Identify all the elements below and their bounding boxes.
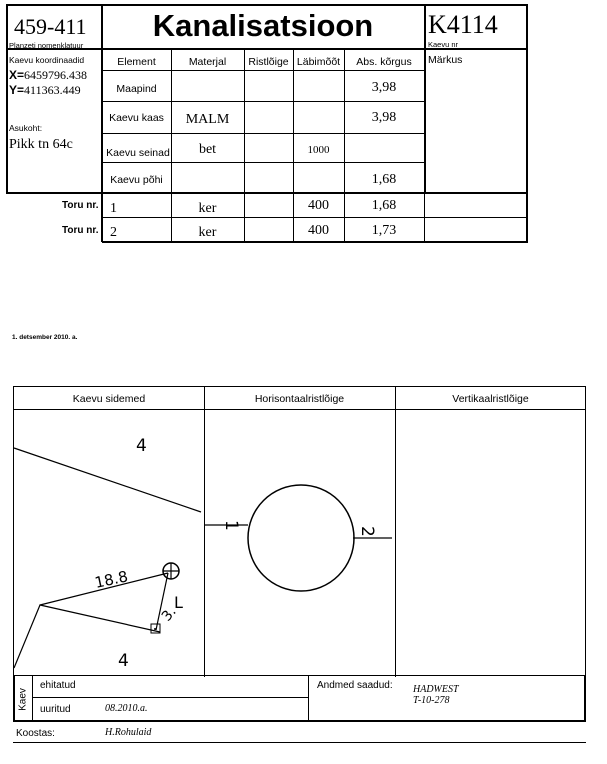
pipe-label: Toru nr. [62,200,99,211]
row-materjal: bet [198,142,217,157]
pipe-materjal: ker [198,225,217,240]
pipe-korgus: 1,73 [371,223,397,238]
location-value: Pikk tn 64c [9,137,73,152]
pipe-korgus: 1,68 [371,198,397,213]
col-header-ristloige: Ristlõige [248,56,289,68]
pipe-nr: 2 [110,225,117,240]
pipe-label: Toru nr. [62,225,99,236]
nomenclature-caption: Planzeti nomenklatuur [9,41,84,50]
pipe-labimoot: 400 [308,223,329,238]
hand-distance-1: 18.8 [93,567,130,592]
pipe-labimoot: 400 [308,198,329,213]
row-materjal: MALM [185,112,230,127]
row-element: Kaevu kaas [109,112,164,124]
data-source-value-1: HADWEST [413,684,459,695]
page-title: Kanalisatsioon [152,8,374,43]
row-korgus: 3,98 [371,80,397,95]
hand-distance-2: L [174,593,183,612]
col-header-markus: Märkus [428,54,463,66]
row-element: Maapind [116,83,157,95]
composer-label: Koostas: [16,728,55,739]
col-header-materjal: Materjal [188,56,227,68]
well-number: K4114 [428,10,498,39]
pipe-materjal: ker [198,201,217,216]
x-value: 6459796.438 [24,68,88,82]
data-source-value-2: T-10-278 [413,695,450,706]
y-label: Y= [9,83,25,97]
pipe-nr: 1 [110,201,117,216]
row-labimoot: 1000 [307,144,330,156]
col-title-vertikaal: Vertikaalristlõige [452,393,529,405]
x-label: X= [9,68,25,82]
row-element: Kaevu seinad [106,147,170,159]
pipe-label-right: 2 [357,526,377,537]
data-source-label: Andmed saadud: [317,680,393,691]
composer-value: H.Rohulaid [105,727,152,738]
col-title-sidemed: Kaevu sidemed [72,393,146,405]
composer-row [13,722,586,744]
col-header-korgus: Abs. kõrgus [356,56,412,68]
surveyed-label: uuritud [40,704,71,715]
date-line: 1. detsember 2010. a. [12,334,78,341]
col-header-labimoot: Läbimõõt [296,56,341,68]
row-element: Kaevu põhi [110,174,163,186]
y-value: 411363.449 [24,83,81,97]
hand-label-top: 4 [136,436,147,456]
side-label-kaev: Kaev [17,688,29,711]
well-number-caption: Kaevu nr [428,40,459,49]
surveyed-value: 08.2010.a. [105,703,148,714]
built-label: ehitatud [40,680,76,691]
well-cross-section [248,485,354,591]
col-header-element: Element [117,56,156,68]
coords-label: Kaevu koordinaadid [9,55,85,65]
row-korgus: 3,98 [371,110,397,125]
footer-form [13,676,586,722]
col-title-horisontaal: Horisontaalristlõige [254,393,345,405]
pipe-label-left: 1 [221,520,241,531]
hand-distance-3: 3. [158,604,180,625]
well-symbol-icon [163,563,179,579]
nomenclature-code: 459-411 [14,14,87,39]
row-korgus: 1,68 [371,172,397,187]
location-label: Asukoht: [9,123,43,133]
hand-label-bottom: 4 [118,651,129,671]
